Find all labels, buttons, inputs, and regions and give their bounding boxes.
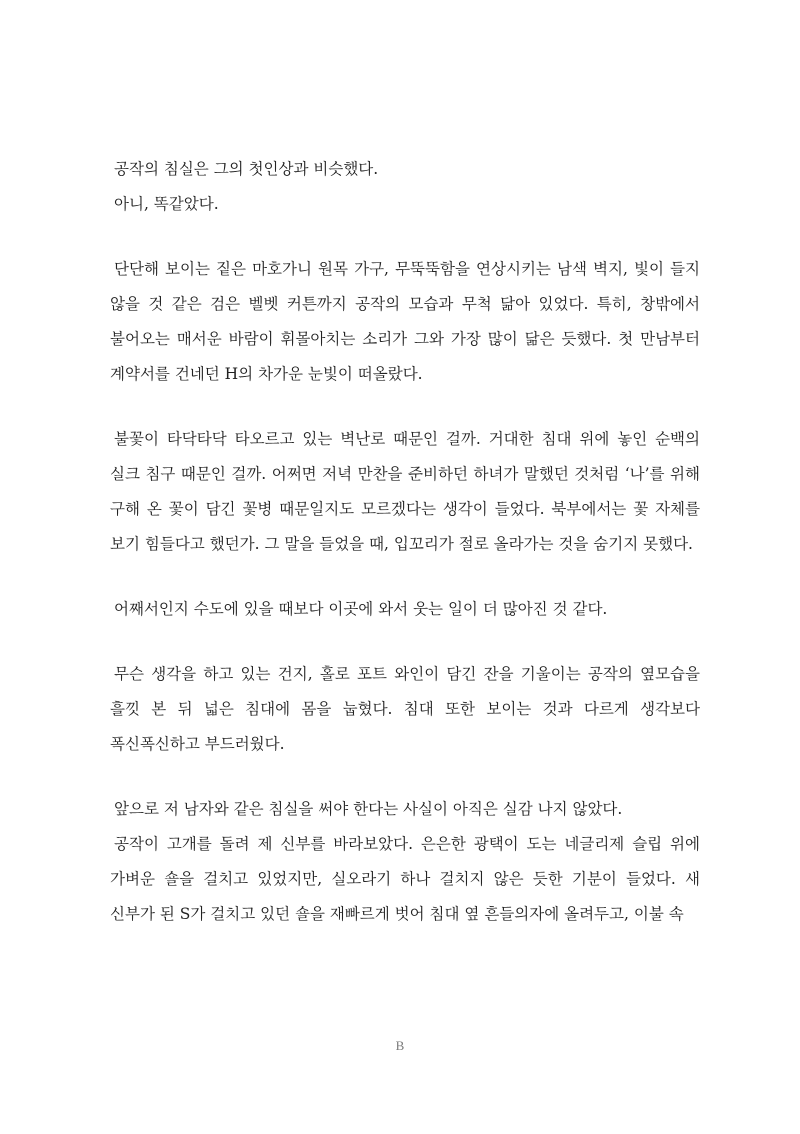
paragraph: 단단해 보이는 짙은 마호가니 원목 가구, 무뚝뚝함을 연상시키는 남색 벽지, 빛이 들지 않을 것 같은 검은 벨벳 커튼까지 공작의 모습과 무척 닮아 있었다. 특히, 창밖에서 불어오는 매서운 바람이 휘몰아치는 소리가 그와 가장 많이 닮은 듯했다. 첫 만남부터 계약서를 건네던 H의 차가운 눈빛이 떠올랐다. [110, 260, 700, 383]
paragraph-gap [110, 562, 700, 592]
paragraph: 무슨 생각을 하고 있는 건지, 홀로 포트 와인이 담긴 잔을 기울이는 공작의 옆모습을 흘낏 본 뒤 넓은 침대에 몸을 눕혔다. 침대 또한 보이는 것과 다르게 생각보다 폭신폭신하고 부드러웠다. [110, 665, 700, 753]
paragraph: 어째서인지 수도에 있을 때보다 이곳에 와서 웃는 일이 더 많아진 것 같다. [114, 600, 608, 618]
paragraph: 불꽃이 타닥타닥 타오르고 있는 벽난로 때문인 걸까. 거대한 침대 위에 놓인 순백의 실크 침구 때문인 걸까. 어쩌면 저녁 만찬을 준비하던 하녀가 말했던 것처럼 ‘나’를 위해 구해 온 꽃이 담긴 꽃병 때문일지도 모르겠다는 생각이 들었다. 북부에서는 꽃 자체를 보기 힘들다고 했던가. 그 말을 들었을 때, 입꼬리가 절로 올라가는 것을 숨기지 못했다. [110, 430, 700, 553]
paragraph: 공작이 고개를 돌려 제 신부를 바라보았다. 은은한 광택이 도는 네글리제 슬립 위에 가벼운 숄을 걸치고 있었지만, 실오라기 하나 걸치지 않은 듯한 기분이 들었다. 새 신부가 된 S가 걸치고 있던 숄을 재빠르게 벗어 침대 옆 흔들의자에 올려두고, 이불 속 [110, 835, 700, 923]
page-number: B [395, 1038, 405, 1053]
document-body [110, 152, 700, 932]
paragraph: 앞으로 저 남자와 같은 침실을 써야 한다는 사실이 아직은 실감 나지 않았다. [114, 800, 623, 818]
paragraph-gap [110, 392, 700, 422]
paragraph: 아니, 똑같았다. [114, 195, 219, 213]
paragraph-gap [110, 762, 700, 792]
paragraph: 공작의 침실은 그의 첫인상과 비슷했다. [114, 160, 379, 178]
paragraph-gap [110, 222, 700, 252]
paragraph-gap [110, 627, 700, 657]
